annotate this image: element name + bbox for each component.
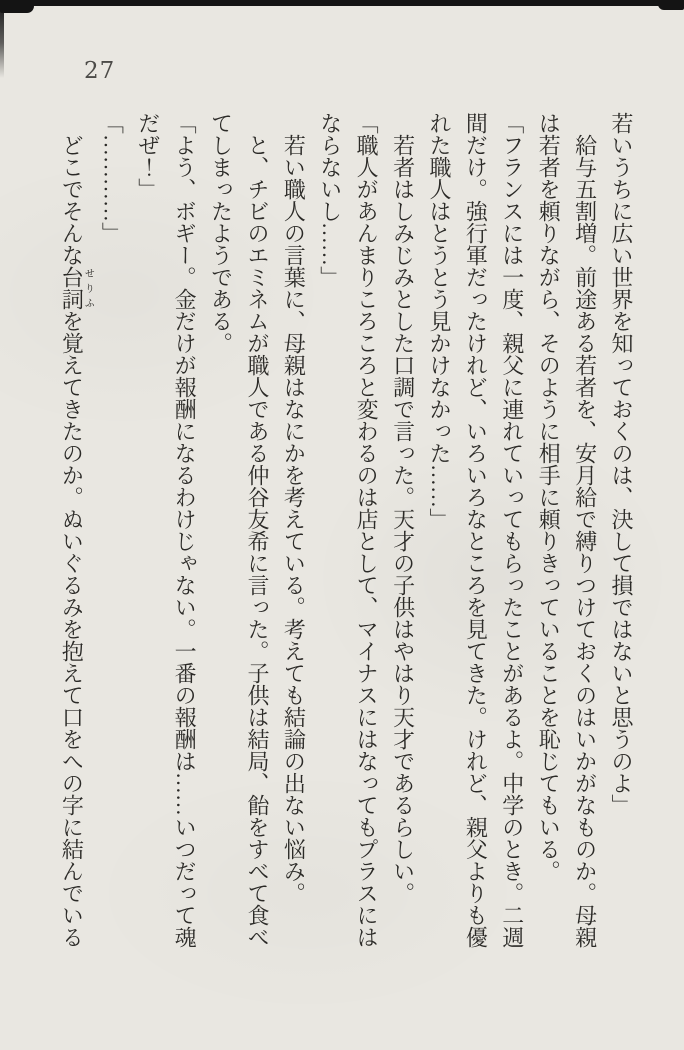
paragraph: 給与五割増。前途ある若者を、安月給で縛りつけておくのはいかがなものか。母親は若者を頼りながら、そのように相手に頼りきっていることを恥じてもいる。 xyxy=(536,112,598,948)
paragraph: 「よう、ボギー。金だけが報酬になるわけじゃない。一番の報酬は……いつだって魂だぜ！」 xyxy=(135,112,198,948)
paragraph: 「職人があんまりころころと変わるのは店として、マイナスにはなってもプラスにはならないし……」 xyxy=(317,112,380,948)
scan-artifact-left-edge xyxy=(0,0,4,78)
scan-artifact-top-edge xyxy=(0,0,684,6)
paragraph: と、チビのエミネムが職人である仲谷友希に言った。子供は結局、飴をすべて食べてしまったようである。 xyxy=(208,112,270,948)
page-number: 27 xyxy=(84,58,116,84)
paragraph: 若いうちに広い世界を知っておくのは、決して損ではないと思うのよ」 xyxy=(609,112,634,816)
paragraph: 「フランスには一度、親父に連れていってもらったことがあるよ。中学のとき。二週間だけ。強行軍だったけれど、いろいろなところを見てきた。けれど、親父よりも優れた職人はとうとう見かけなかった……」 xyxy=(426,112,525,948)
vertical-text-block xyxy=(53,112,639,948)
paragraph: どこでそんな台詞せりふを覚えてきたのか。ぬいぐるみを抱えて口をへの字に結んでいる xyxy=(59,134,94,948)
paragraph: 若い職人の言葉に、母親はなにかを考えている。考えても結論の出ない悩み。 xyxy=(281,134,307,904)
paragraph: 若者はしみじみとした口調で言った。天才の子供はやはり天才であるらしい。 xyxy=(390,134,416,904)
paragraph: 「…………」 xyxy=(99,112,125,244)
furigana-term: 台詞せりふ xyxy=(59,266,94,310)
